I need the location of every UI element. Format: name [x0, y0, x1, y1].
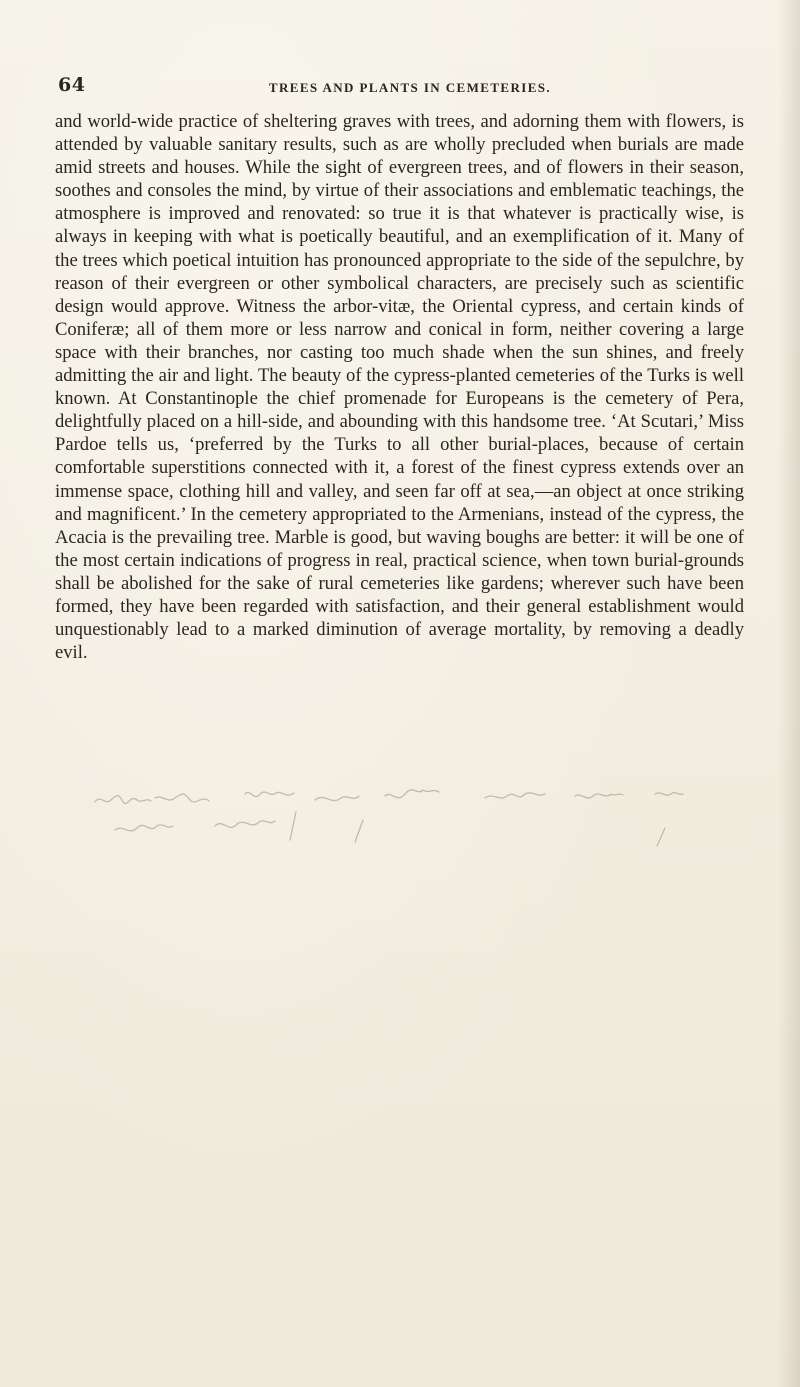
handwriting-scribble-icon	[55, 780, 744, 860]
body-paragraph: and world-wide practice of sheltering graves with trees, and adorning them with flowers, is attended by valuable sanitary results, such as are wholly precluded when burials are made amid streets and houses. While the sight of evergreen trees, and of flowers in their season, soothes and consoles the mind, by virtue of their associations and emblematic teachings, the atmosphere is improved and renovated: so true it is that whatever is practically wise, is always in keeping with what is poetically beautiful, and an exemplification of it. Many of the trees which poetical intuition has pronounced appropriate to the side of the sepulchre, by reason of their evergreen or other symbolical characters, are precisely such as scientific design would approve. Witness the arbor-vitæ, the Oriental cypress, and certain kinds of Coniferæ; all of them more or less narrow and conical in form, neither covering a large space with their branches, nor casting too much shade when the sun shines, and freely admitting the air and light. The beauty of the cypress-planted cemeteries of the Turks is well known. At Constantinople the chief promenade for Europeans is the cemetery of Pera, delightfully placed on a hill-side, and abounding with this handsome tree. ‘At Scutari,’ Miss Pardoe tells us, ‘preferred by the Turks to all other burial-places, because of certain comfortable superstitions connected with it, a forest of the finest cypress extends over an immense space, clothing hill and valley, and seen far off at sea,—an object at once striking and magnificent.’ In the cemetery appropriated to the Armenians, instead of the cypress, the Acacia is the prevailing tree. Marble is good, but waving boughs are better: it will be one of the most certain indications of progress in real, practical science, when town burial-grounds shall be abolished for the sake of rural cemeteries like gardens; wherever such have been formed, they have been regarded with satisfaction, and their general establishment would unquestionably lead to a marked diminution of average mortality, by removing a deadly evil.	[55, 111, 744, 664]
running-title: TREES AND PLANTS IN CEMETERIES.	[268, 80, 552, 95]
page-number: 64	[58, 74, 86, 96]
pencil-annotation	[55, 780, 744, 860]
page-edge-shadow	[778, 0, 800, 1387]
